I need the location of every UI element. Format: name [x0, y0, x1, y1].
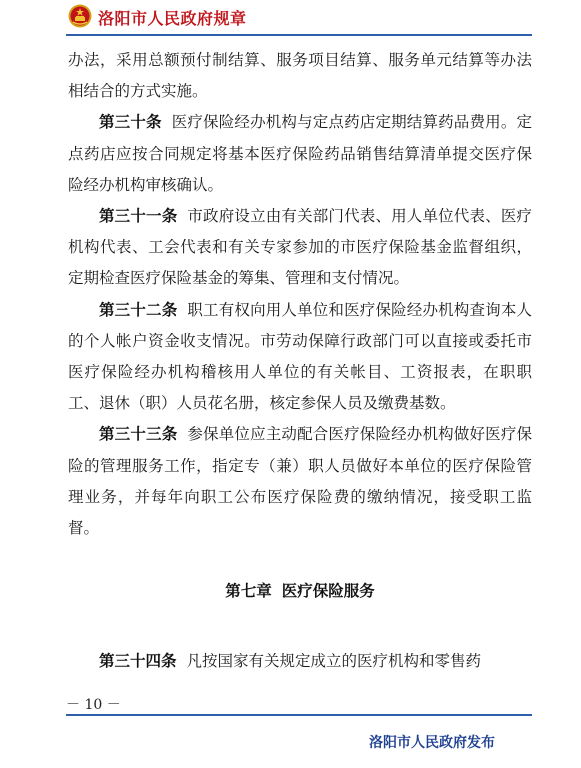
- article-paragraph: [68, 295, 532, 420]
- national-emblem-icon: [68, 4, 92, 28]
- chapter-heading: [68, 579, 532, 601]
- article-text: 医疗保险经办机构与定点药店定期结算药品费用。定点药店应按合同规定将基本医疗保险药品销售结算清单提交医疗保险经办机构审核确认。: [68, 113, 532, 194]
- header-title: 洛阳市人民政府规章: [98, 9, 247, 28]
- article-paragraph: [68, 646, 532, 677]
- article-paragraph: [68, 201, 532, 295]
- chapter-title: 医疗保险服务: [281, 582, 375, 600]
- article-text: 市政府设立由有关部门代表、用人单位代表、医疗机构代表、工会代表和有关专家参加的市医疗保险基金监督组织，定期检查医疗保险基金的筹集、管理和支付情况。: [68, 207, 532, 288]
- document-body: [68, 45, 532, 544]
- footer-publisher: 洛阳市人民政府发布: [369, 735, 495, 751]
- page-header: [68, 0, 531, 34]
- article-text: 参保单位应主动配合医疗保险经办机构做好医疗保险的管理服务工作，指定专（兼）职人员做好本单位的医疗保险管理业务，并每年向职工公布医疗保险费的缴纳情况，接受职工监督。: [68, 425, 532, 538]
- article-text: 职工有权向用人单位和医疗保险经办机构查询本人的个人帐户资金收支情况。市劳动保障行政部门可以直接或委托市医疗保险经办机构稽核用人单位的有关帐目、工资报表，在职职工、退休（职）人员花名册，核定参保人员及缴费基数。: [68, 300, 532, 413]
- chapter-number: 第七章: [225, 582, 272, 600]
- footer-divider: [66, 714, 532, 716]
- article-number: 第三十四条: [99, 652, 177, 670]
- article-paragraph: [68, 107, 532, 201]
- article-number: 第三十一条: [99, 207, 178, 226]
- article-paragraph: [68, 419, 532, 544]
- article-number: 第三十三条: [99, 425, 178, 444]
- article-number: 第三十条: [99, 113, 162, 132]
- article-text: 凡按国家有关规定成立的医疗机构和零售药: [186, 652, 482, 670]
- continuation-paragraph: 办法，采用总额预付制结算、服务项目结算、服务单元结算等办法相结合的方式实施。: [68, 51, 532, 101]
- header-divider: [66, 34, 532, 36]
- article-number: 第三十二条: [99, 300, 178, 319]
- page-number: － 10 －: [66, 697, 121, 713]
